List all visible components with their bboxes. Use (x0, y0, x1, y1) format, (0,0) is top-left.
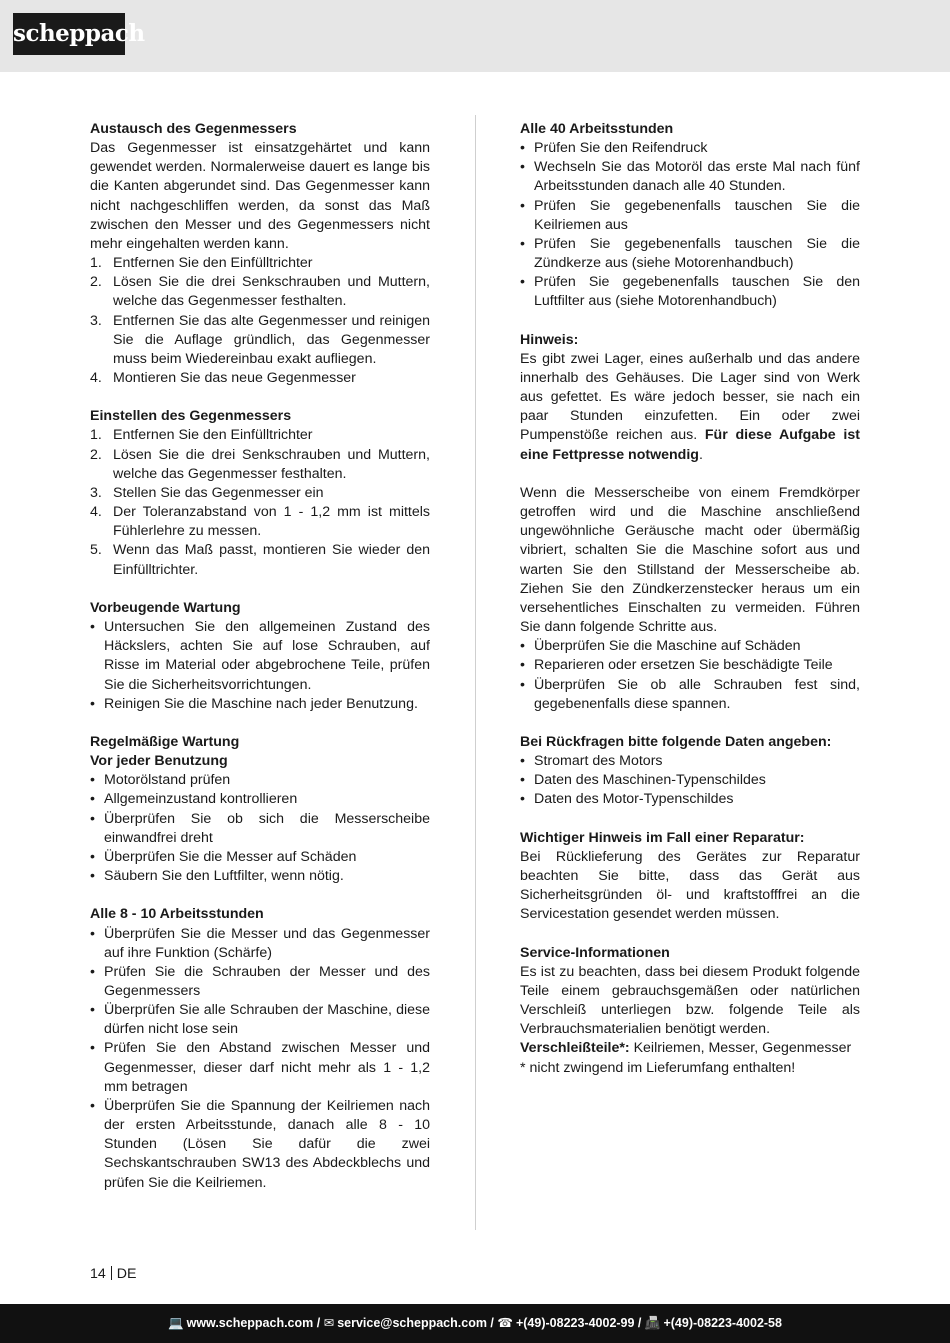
list-item: • Säubern Sie den Luftfilter, wenn nötig. (90, 868, 344, 885)
list-item: • Überprüfen Sie ob sich die Messerscheibe einwandfrei dreht (90, 810, 430, 846)
section-title: Austausch des Gegenmessers (90, 121, 297, 137)
section-austausch-gegenmesser (90, 120, 430, 388)
brand-logo: scheppach (13, 13, 125, 55)
list-item: 3. Entfernen Sie das alte Gegenmesser und reinigen Sie die Auflage gründlich, das Gegenmesser muss beim Wiedereinbau exakt aufliegen. (90, 312, 430, 367)
section-subtitle: Vor jeder Benutzung (90, 753, 228, 770)
page-header (0, 0, 950, 72)
email-icon: ✉ (323, 1316, 335, 1330)
list-item: • Wechseln Sie das Motoröl das erste Mal nach fünf Arbeitsstunden danach alle 40 Stunden. (520, 159, 860, 195)
section-title: Alle 8 - 10 Arbeitsstunden (90, 906, 264, 923)
left-column (90, 120, 430, 1193)
list-item: • Prüfen Sie den Reifendruck (520, 140, 708, 157)
section-title: Alle 40 Arbeitsstunden (520, 121, 674, 137)
wear-parts: Verschleißteile*: Keilriemen, Messer, Gegenmesser (520, 1040, 852, 1057)
list-item: • Prüfen Sie gegebenenfalls tauschen Sie die Keilriemen aus (520, 197, 860, 233)
list-item: • Überprüfen Sie ob alle Schrauben fest sind, gegebenenfalls diese spannen. (520, 676, 860, 712)
list-item: 5. Wenn das Maß passt, montieren Sie wieder den Einfülltrichter. (90, 542, 430, 578)
list-item: • Überprüfen Sie die Spannung der Keilriemen nach der ersten Arbeitsstunde, danach alle 8 - 10 Stunden (Lösen Sie dafür die zwei Sechskantschrauben SW13 des Abdeckblechs und prüfen Sie die Keilriemen. (90, 1097, 430, 1191)
section-text: Wenn die Messerscheibe von einem Fremdkörper getroffen wird und die Maschine anschließend ungewöhnliche Geräusche macht oder übermäßig vibriert, schalten Sie die Maschine sofort aus und warten Sie den Stillstand der Messerscheibe ab. Ziehen Sie den Zündkerzenstecker heraus um ein versehentliches Einschalten zu vermeiden. Führen Sie dann folgende Schritte aus. (520, 484, 860, 636)
bold-note: Für diese Aufgabe ist eine Fettpresse notwendig (520, 427, 860, 463)
bullet-list (520, 637, 860, 714)
section-regelmaessige-wartung (90, 733, 430, 886)
bullet-list (520, 752, 860, 809)
list-item: 1. Entfernen Sie den Einfülltrichter (90, 427, 313, 444)
phone-contact: ☎ +(49)-08223-4002-99 / (497, 1316, 642, 1330)
bullet-list (520, 139, 860, 311)
section-title: Service-Informationen (520, 944, 670, 961)
list-item: • Untersuchen Sie den allgemeinen Zustand des Häckslers, achten Sie auf lose Schrauben, auf Risse im Material oder abgebrochene Teile, prüfen Sie die Sicherheitsvorrichtungen. (90, 619, 430, 693)
list-item: 2. Lösen Sie die drei Senkschrauben und Muttern, welche das Gegenmesser festhalten. (90, 274, 430, 310)
section-text: Das Gegenmesser ist einsatzgehärtet und kann gewendet werden. Normalerweise dauert es lange bis die Kanten abgerundet sind. Das Gegenmesser kann nicht nachgeschliffen werden, da sonst das Maß zwischen den Messer und des Gegenmessers nicht mehr eingehalten werden kann. (90, 140, 430, 252)
list-item: • Reinigen Sie die Maschine nach jeder Benutzung. (90, 695, 418, 712)
section-rueckfragen (520, 733, 860, 810)
section-title: Regelmäßige Wartung (90, 733, 240, 750)
section-title: Wichtiger Hinweis im Fall einer Reparatur: (520, 829, 805, 846)
bullet-list (90, 618, 430, 714)
website-contact[interactable]: 💻 www.scheppach.com / (168, 1316, 321, 1330)
section-text: Bei Rücklieferung des Gerätes zur Reparatur beachten Sie bitte, dass das Gerät aus Sicherheitsgründen öl- und kraftstofffrei an die Servicestation gesendet werden müssen. (520, 848, 860, 923)
section-fremdkoerper (520, 484, 860, 714)
section-hinweis (520, 331, 860, 465)
list-item: • Überprüfen Sie die Maschine auf Schäden (520, 638, 801, 655)
section-service-informationen (520, 944, 860, 1078)
list-item: • Prüfen Sie gegebenenfalls tauschen Sie die Zündkerze aus (siehe Motorenhandbuch) (520, 235, 860, 272)
section-title: Hinweis: (520, 331, 579, 348)
list-item: 3. Stellen Sie das Gegenmesser ein (90, 484, 324, 501)
section-einstellen-gegenmesser (90, 407, 430, 579)
section-title: Vorbeugende Wartung (90, 599, 241, 616)
bullet-list (90, 925, 430, 1193)
fax-contact: 📠 +(49)-08223-4002-58 (644, 1316, 782, 1330)
numbered-list (90, 426, 430, 579)
list-item: 2. Lösen Sie die drei Senkschrauben und Muttern, welche das Gegenmesser festhalten. (90, 446, 430, 482)
language-code: DE (116, 1266, 137, 1282)
wear-parts-label: Verschleißteile*: (520, 1040, 630, 1057)
page-number: 14 DE (90, 1266, 137, 1282)
right-column (520, 120, 860, 1078)
list-item: • Daten des Maschinen-Typenschildes (520, 772, 766, 789)
list-item: 1. Entfernen Sie den Einfülltrichter (90, 255, 313, 272)
section-title: Bei Rückfragen bitte folgende Daten angeben: (520, 733, 832, 750)
section-8-10-arbeitsstunden (90, 905, 430, 1192)
computer-icon: 💻 (168, 1316, 184, 1330)
fax-icon: 📠 (644, 1316, 661, 1330)
list-item: • Motorölstand prüfen (90, 772, 231, 789)
section-title: Einstellen des Gegenmessers (90, 408, 292, 425)
list-item: 4. Montieren Sie das neue Gegenmesser (90, 370, 356, 387)
list-item: • Allgemeinzustand kontrollieren (90, 791, 298, 808)
list-item: • Daten des Motor-Typenschildes (520, 791, 734, 808)
section-text: Es ist zu beachten, dass bei diesem Produkt folgende Teile einem gebrauchsgemäßen oder natürlichen Verschleiß unterliegen bzw. folgende Teile als Verbrauchsmaterialien benötigt werden. (520, 963, 860, 1038)
list-item: • Überprüfen Sie alle Schrauben der Maschine, diese dürfen nicht lose sein (90, 1002, 430, 1038)
list-item: • Reparieren oder ersetzen Sie beschädigte Teile (520, 657, 833, 674)
bullet-list (90, 771, 430, 886)
email-contact[interactable]: ✉ service@scheppach.com / (323, 1316, 494, 1330)
list-item: • Prüfen Sie gegebenenfalls tauschen Sie den Luftfilter aus (siehe Motorenhandbuch) (520, 274, 860, 310)
contact-bar (0, 1304, 950, 1343)
section-reparatur-hinweis (520, 829, 860, 925)
list-item: 4. Der Toleranzabstand von 1 - 1,2 mm ist mittels Fühlerlehre zu messen. (90, 504, 430, 540)
list-item: • Prüfen Sie den Abstand zwischen Messer und Gegenmesser, dieser darf nicht mehr als 1 - 1,2 mm betragen (90, 1040, 430, 1095)
footnote: * nicht zwingend im Lieferumfang enthalten! (520, 1059, 796, 1076)
section-text: Es gibt zwei Lager, eines außerhalb und das andere innerhalb des Gehäuses. Die Lager sind von Werk aus gefettet. Es wäre jedoch besser, sie nach ein paar Stunden einzufetten. Ein oder zwei Pumpenstöße reichen aus. Für diese Aufgabe ist eine Fettpresse notwendig. (520, 350, 860, 463)
section-vorbeugende-wartung (90, 599, 430, 714)
section-40-arbeitsstunden (520, 120, 860, 312)
list-item: • Stromart des Motors (520, 753, 663, 770)
list-item: • Überprüfen Sie die Messer auf Schäden (90, 848, 357, 865)
list-item: • Prüfen Sie die Schrauben der Messer und des Gegenmessers (90, 963, 430, 999)
list-item: • Überprüfen Sie die Messer und das Gegenmesser auf ihre Funktion (Schärfe) (90, 925, 430, 961)
column-divider (475, 115, 476, 1230)
numbered-list (90, 254, 430, 388)
phone-icon: ☎ (497, 1316, 513, 1330)
